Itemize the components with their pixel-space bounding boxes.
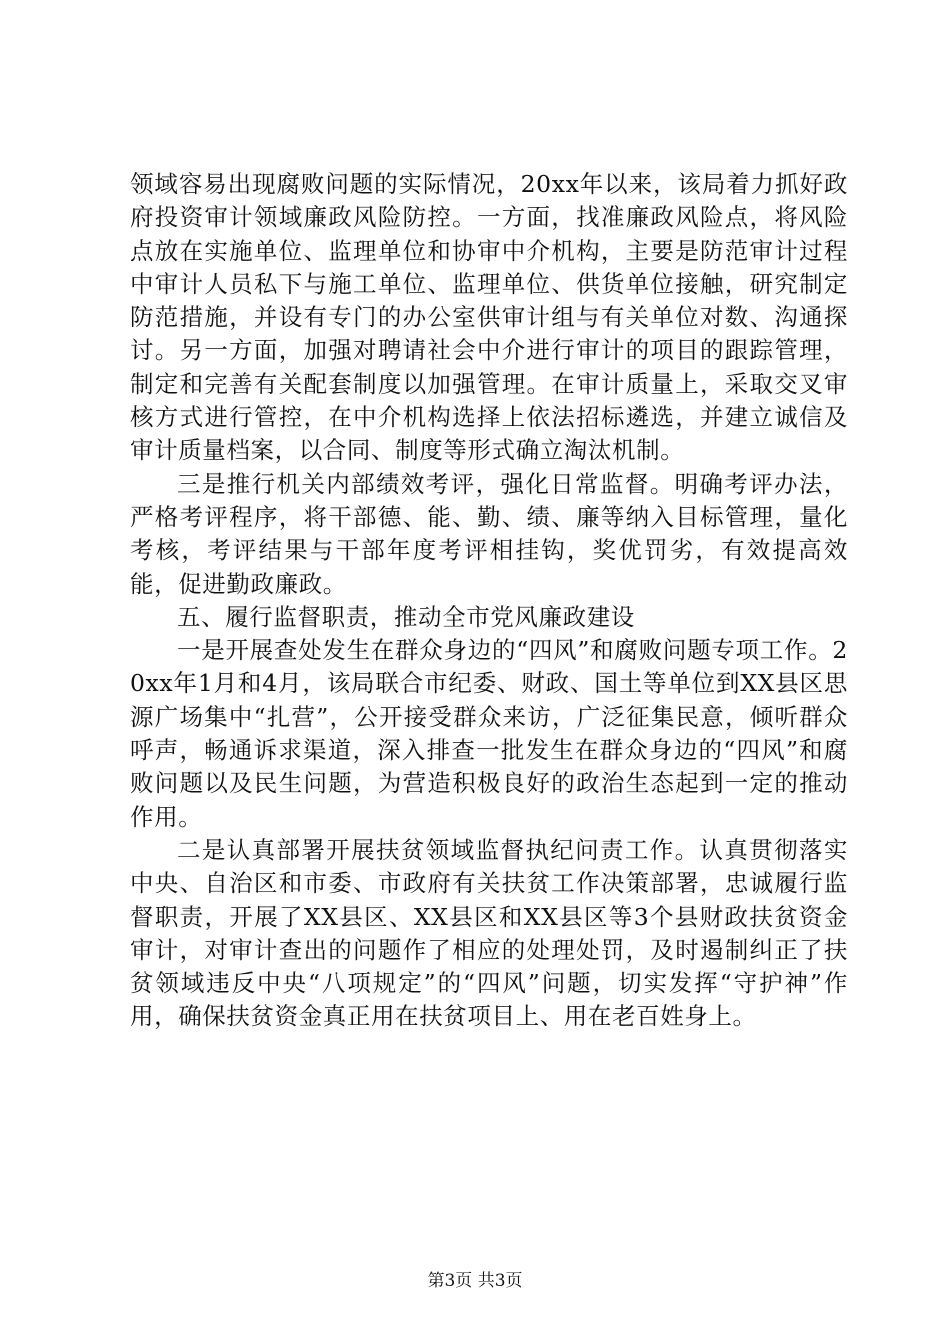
paragraph-performance-evaluation: 三是推行机关内部绩效考评，强化日常监督。明确考评办法，严格考评程序，将干部德、能、勤、绩、廉等纳入目标管理，量化考核，考评结果与干部年度考评相挂钩，奖优罚劣，有效提高效能，促进勤政廉政。: [130, 469, 848, 598]
document-body: [130, 168, 848, 1034]
page-number: 第3页 共3页: [427, 1271, 523, 1291]
paragraph-poverty-alleviation-audit: 二是认真部署开展扶贫领域监督执纪问责工作。认真贯彻落实中央、自治区和市委、市政府有关扶贫工作决策部署，忠诚履行监督职责，开展了XX县区、XX县区和XX县区等3个县财政扶贫资金审计，对审计查出的问题作了相应的处理处罚，及时遏制纠正了扶贫领域违反中央“八项规定”的“四风”问题，切实发挥“守护神”作用，确保扶贫资金真正用在扶贫项目上、用在老百姓身上。: [130, 835, 848, 1031]
section-heading-supervision-duties: 五、履行监督职责，推动全市党风廉政建设: [177, 602, 635, 631]
paragraph-four-winds-investigation: 一是开展查处发生在群众身边的“四风”和腐败问题专项工作。20xx年1月和4月，该局联合市纪委、财政、国土等单位到XX县区思源广场集中“扎营”，公开接受群众来访，广泛征集民意，倾听群众呼声，畅通诉求渠道，深入排查一批发生在群众身边的“四风”和腐败问题以及民生问题，为营造积极良好的政治生态起到一定的推动作用。: [130, 636, 848, 831]
paragraph-anti-corruption-risk-control: 领域容易出现腐败问题的实际情况，20xx年以来，该局着力抓好政府投资审计领域廉政风险防控。一方面，找准廉政风险点，将风险点放在实施单位、监理单位和协审中介机构，主要是防范审计过程中审计人员私下与施工单位、监理单位、供货单位接触，研究制定防范措施，并设有专门的办公室供审计组与有关单位对数、沟通探讨。另一方面，加强对聘请社会中介进行审计的项目的跟踪管理，制定和完善有关配套制度以加强管理。在审计质量上，采取交叉审核方式进行管控，在中介机构选择上依法招标遴选，并建立诚信及审计质量档案，以合同、制度等形式确立淘汰机制。: [130, 170, 848, 465]
page-footer: [0, 1270, 950, 1292]
